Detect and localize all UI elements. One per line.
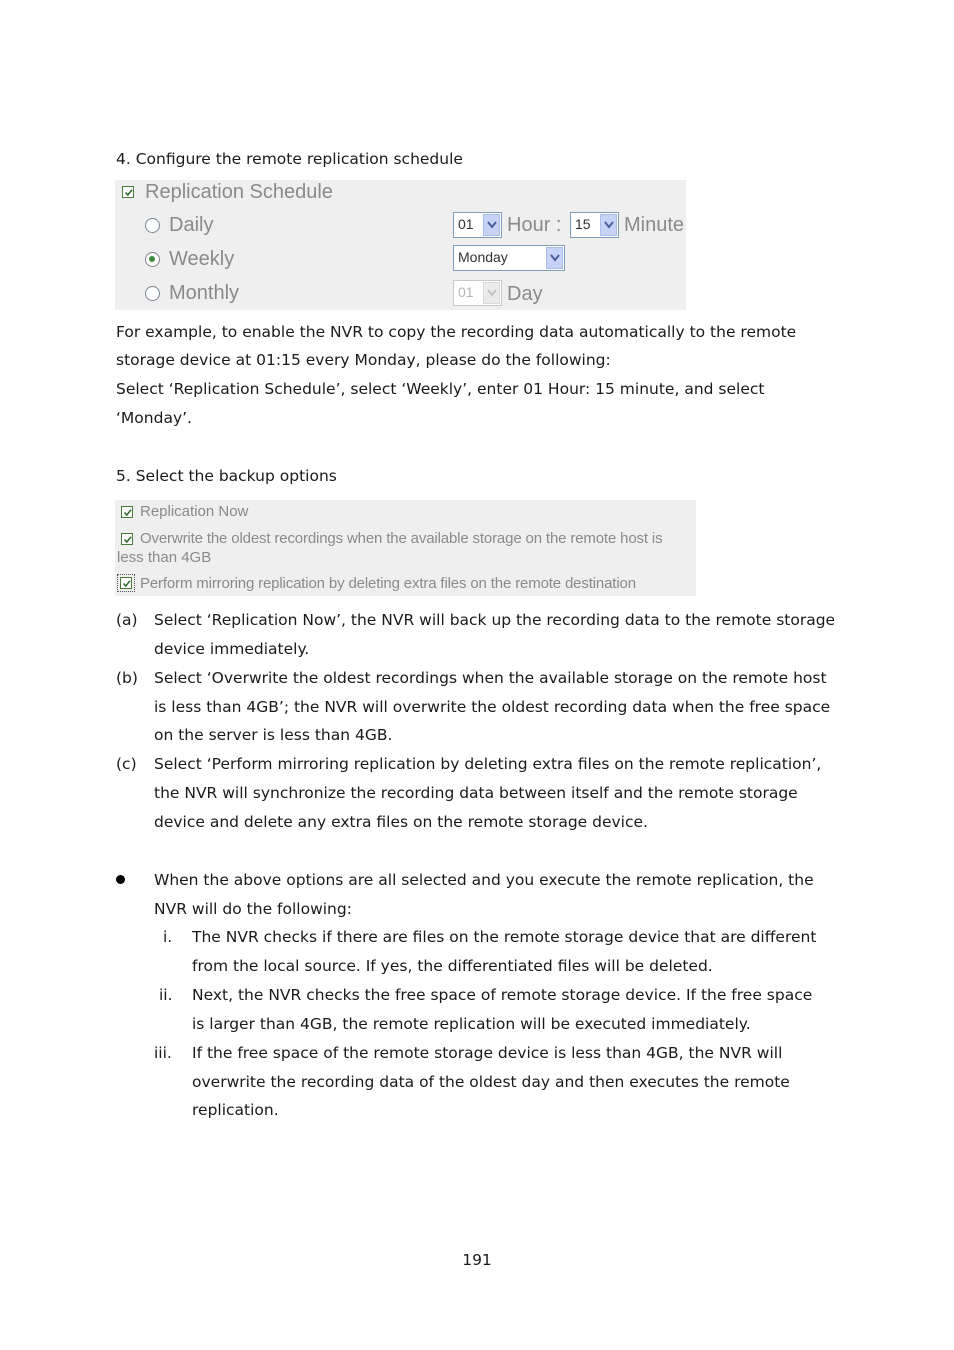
replication-schedule-panel — [115, 180, 686, 310]
paragraph-line: Select ‘Replication Schedule’, select ‘Weekly’, enter 01 Hour: 15 minute, and select — [116, 380, 765, 398]
weekday-select-value: Monday — [458, 249, 508, 265]
radio-weekly-label: Weekly — [169, 248, 235, 270]
radio-selected-dot — [149, 256, 155, 262]
chevron-down-icon — [600, 214, 617, 236]
minute-select[interactable] — [570, 212, 619, 238]
overwrite-oldest-label: Overwrite the oldest recordings when the available storage on the remote host is — [140, 530, 663, 547]
subitem-line: is larger than 4GB, the remote replication will be executed immediately. — [192, 1015, 751, 1033]
chevron-down-icon — [483, 214, 500, 236]
mirroring-replication-checkbox[interactable] — [120, 577, 132, 589]
step4-heading: 4. Configure the remote replication schedule — [116, 150, 463, 168]
checkmark-icon — [122, 534, 134, 546]
hour-label: Hour : — [507, 214, 562, 236]
backup-options-panel — [115, 500, 696, 596]
bullet-icon — [116, 875, 125, 884]
subitem-marker: i. — [163, 928, 173, 946]
radio-monthly-label: Monthly — [169, 282, 240, 304]
item-line: device and delete any extra files on the remote storage device. — [154, 813, 648, 831]
page-number: 191 — [462, 1251, 492, 1269]
step5-heading: 5. Select the backup options — [116, 467, 337, 485]
replication-schedule-label: Replication Schedule — [145, 181, 333, 203]
subitem-line: The NVR checks if there are files on the remote storage device that are different — [192, 928, 817, 946]
day-select — [453, 280, 502, 306]
item-marker: (b) — [116, 669, 138, 687]
subitem-line: If the free space of the remote storage device is less than 4GB, the NVR will — [192, 1044, 783, 1062]
item-marker: (a) — [116, 611, 138, 629]
subitem-marker: iii. — [154, 1044, 172, 1062]
replication-now-label: Replication Now — [140, 503, 249, 520]
item-line: Select ‘Replication Now’, the NVR will back up the recording data to the remote storage — [154, 611, 836, 629]
hour-select-value: 01 — [458, 216, 474, 232]
checkmark-icon — [123, 187, 135, 199]
replication-schedule-checkbox[interactable] — [122, 186, 134, 198]
item-line: Select ‘Perform mirroring replication by deleting extra files on the remote replication’, — [154, 755, 822, 773]
item-line: is less than 4GB’; the NVR will overwrite the oldest recording data when the free space — [154, 698, 831, 716]
overwrite-oldest-checkbox[interactable] — [121, 533, 133, 545]
radio-weekly[interactable] — [145, 252, 160, 267]
item-line: Select ‘Overwrite the oldest recordings when the available storage on the remote host — [154, 669, 827, 687]
paragraph-line: ‘Monday’. — [116, 409, 192, 427]
radio-daily[interactable] — [145, 218, 160, 233]
paragraph-line: For example, to enable the NVR to copy the recording data automatically to the remote — [116, 323, 797, 341]
weekday-select[interactable] — [453, 245, 565, 271]
day-label: Day — [507, 283, 543, 305]
item-line: on the server is less than 4GB. — [154, 726, 393, 744]
subitem-marker: ii. — [159, 986, 173, 1004]
paragraph-line: storage device at 01:15 every Monday, please do the following: — [116, 351, 611, 369]
hour-select[interactable] — [453, 212, 502, 238]
subitem-line: from the local source. If yes, the differentiated files will be deleted. — [192, 957, 713, 975]
bullet-line: NVR will do the following: — [154, 900, 352, 918]
item-marker: (c) — [116, 755, 137, 773]
checkmark-icon — [122, 507, 134, 519]
subitem-line: replication. — [192, 1101, 279, 1119]
subitem-line: Next, the NVR checks the free space of remote storage device. If the free space — [192, 986, 813, 1004]
minute-select-value: 15 — [575, 216, 591, 232]
chevron-down-icon — [546, 247, 563, 269]
bullet-line: When the above options are all selected and you execute the remote replication, the — [154, 871, 814, 889]
checkmark-icon — [121, 578, 133, 590]
day-select-value: 01 — [458, 284, 474, 300]
replication-now-checkbox[interactable] — [121, 506, 133, 518]
chevron-down-icon — [483, 282, 500, 304]
subitem-line: overwrite the recording data of the oldest day and then executes the remote — [192, 1073, 790, 1091]
mirroring-replication-label: Perform mirroring replication by deleting extra files on the remote destination — [140, 575, 636, 592]
item-line: the NVR will synchronize the recording data between itself and the remote storage — [154, 784, 798, 802]
item-line: device immediately. — [154, 640, 310, 658]
radio-monthly[interactable] — [145, 286, 160, 301]
minute-label: Minute — [624, 214, 685, 236]
overwrite-oldest-label-cont: less than 4GB — [117, 549, 212, 566]
radio-daily-label: Daily — [169, 214, 214, 236]
